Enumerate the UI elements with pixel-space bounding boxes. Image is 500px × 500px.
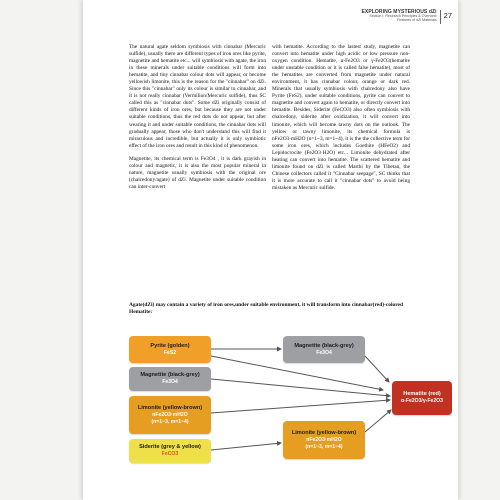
hematite-formula: α-Fe2O3/γ-Fe2O3: [401, 398, 443, 405]
pyrite-title: Pyrite (golden): [150, 342, 190, 349]
limonite-right-title: Limonite (yellow-brown): [291, 430, 357, 437]
limonite-left-range: (n=1~3, m=1~4): [151, 418, 189, 425]
limonite-right-box: [283, 421, 365, 459]
book-page: [83, 0, 458, 500]
magnetite-left-title: Magnetite (black-grey): [140, 372, 200, 379]
magnetite-top-formula: Fe3O4: [316, 349, 332, 356]
limonite-left-title: Limonite (yellow-brown): [137, 405, 203, 412]
siderite-title: Siderite (grey & yellow): [139, 444, 201, 451]
limonite-left-formula: nFe2O3·mH2O: [152, 412, 188, 419]
header-text: [361, 10, 436, 23]
page-number: 27: [443, 11, 452, 20]
header-chapter: Features of dZi Materials: [396, 18, 437, 23]
left-column: [129, 44, 266, 198]
arrow-magnetite-left-to-hematite: [211, 379, 390, 396]
pyrite-box: [129, 336, 211, 363]
paragraph-cinnabar: The natural agate seldom symbiosis with cinnabar (Mercuric sulfide), usually there are different types of iron ores like pyrite, magnetite and hematite etc... will symbiosis with agate, the iron in these minerals under suitable conditions will form into hematite, and tiny cinnabar colour dots will appear, or become yellowish limonite, this is the reason for the "cinnabar" on dZi. Since this "cinnabar" only its colour is similar to cinnabar, and it is not really cinnabar (Vermilion/Mercuric sulfide), thus SC called this as "cinnabar dots". Some dZi originally consist of different kinds of iron ores, but because they are not under suitable conditions, thus the red dots do not appear, but after wearing it and under suitable conditions, the cinnabar dots will gradually appear, those who don't understand this will find it miraculous and incredible, but actually it is only symbiotic effect of the iron ores and result in this kind of phenomenon.: [129, 44, 267, 149]
magnetite-left-formula: Fe3O4: [162, 379, 178, 386]
diagram-caption: Agate(dZi) may contain a variety of iron ores,under suitable environment, it will transform into cinnabar(red)-colored Hematite:: [129, 302, 403, 315]
siderite-box: [129, 439, 211, 463]
paragraph-magnetite: Magnetite, its chemical term is Fe3O4 , it is dark grayish in colour and magnetic, it is also the most popular mineral in nature, magnetite usually symbiosis with the original ore (chalcedony/agate) of dZi. Magnetite under suitable condition can inter-convert: [129, 156, 266, 191]
running-header: [361, 10, 452, 24]
limonite-right-range: (n=1~3, m=1~4): [305, 443, 343, 450]
header-divider: [440, 10, 441, 24]
arrow-limonite-to-hematite: [211, 400, 390, 413]
pyrite-formula: FeS2: [163, 349, 177, 356]
right-column: [272, 44, 410, 198]
arrow-limonite-right-to-hematite: [365, 410, 391, 432]
arrow-siderite-to-limonite: [211, 443, 281, 450]
arrow-magnetite-to-hematite: [365, 356, 389, 382]
paragraph-hematite: with hematite. According to the lastest study, magnetite can convert into hematite under high acidic or low pressure non-oxygen condition. Hematite, α-Fe2O3 or γ-Fe2O3(hematite under unstable condition or it is called false hematite), most of the hematites are converted from magnetite under natural environment, it has cinnabar colour, orange or dark red. Minerals that usually symbiosis with chalcedony also have Pyrite (FeS2), under suitable conditions, pyrite can convert to magnetite and convert again to hematite, or directly convert into hematite. Besides, Siderite (FeCO3) also often symbiosis with chalcedony, siderite after oxidization, it will convert into limonite, which will become tawny dots on the outlook. The yellow or tawny limonite, its chemical formula is nFe2O3·mH2O (n=1~3, m=1~4), it is the the collective term for some iron ores, which includes Goethite (HFeO2) and Lepidocrocite (Fe2O3·H2O) etc... Limonite dehydrated after heating can convert into hematite. The scattered hematite and limonite found on dZi is called Marthi by the Tibetan, the Chinese collectors called it "Cinnabar seepage", SC thinks that it is more accurate to call it "cinnabar dots" to avoid being mistaken as Mercuric sulfide.: [272, 44, 410, 191]
magnetite-top-title: Magnetite (black-grey): [294, 342, 354, 349]
siderite-formula: FeCO3: [161, 451, 179, 458]
limonite-left-box: [129, 396, 211, 434]
magnetite-top-box: [283, 336, 365, 363]
hematite-title: Hematite (red): [403, 391, 441, 398]
limonite-right-formula: nFe2O3·mH2O: [306, 437, 342, 444]
header-section: Section I: Research Principles & Overview: [369, 14, 437, 19]
hematite-box: [392, 381, 452, 415]
magnetite-left-box: [129, 367, 211, 391]
header-book-title: EXPLORING MYSTERIOUS dZi: [361, 9, 437, 15]
